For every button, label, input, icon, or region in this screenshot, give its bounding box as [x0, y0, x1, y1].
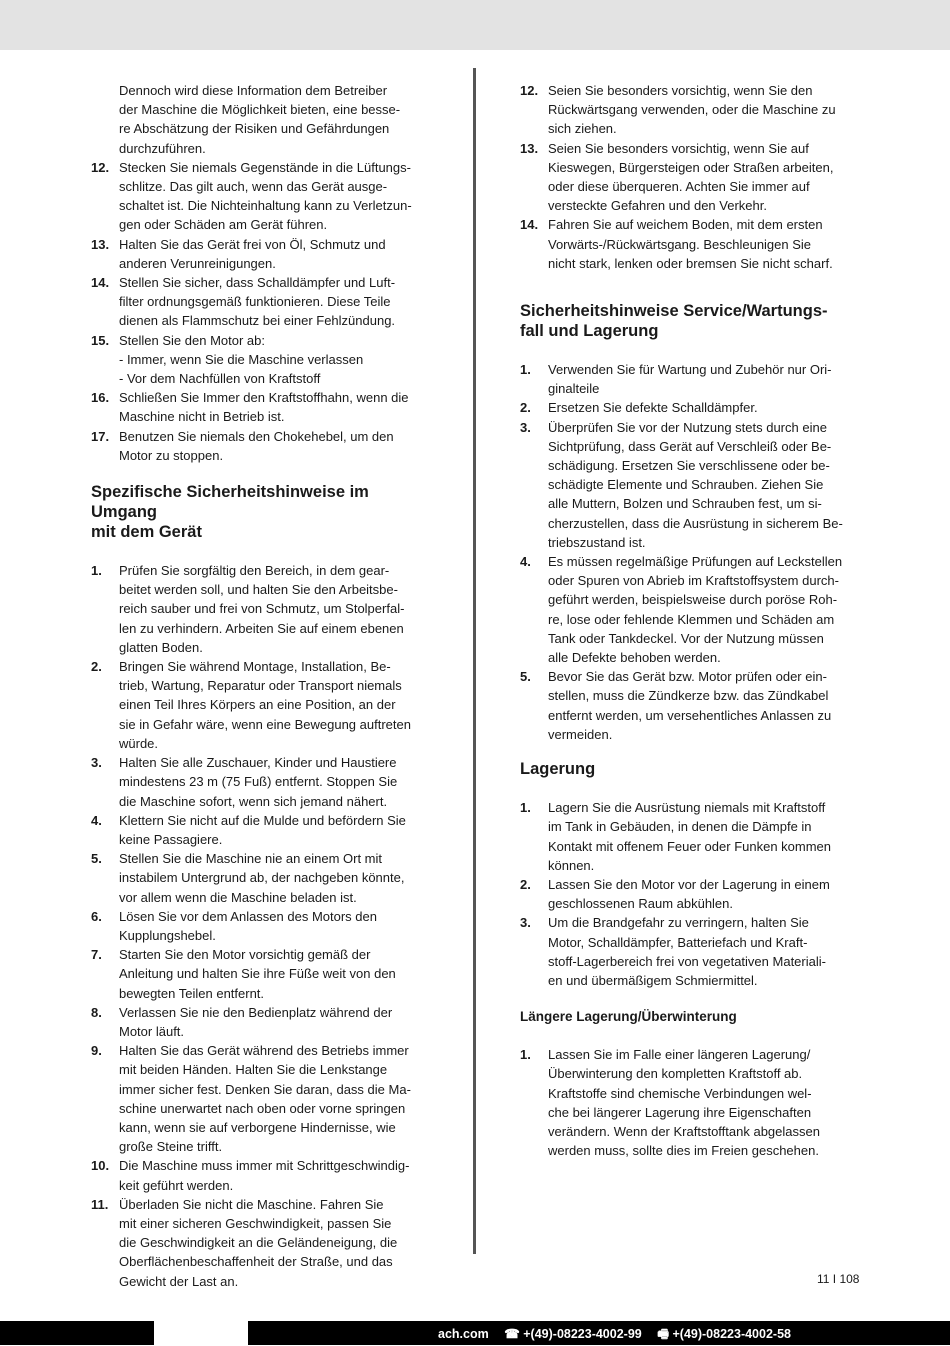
page-number: 11 I 108 — [817, 1272, 860, 1286]
list-item-text: Lagern Sie die Ausrüstung niemals mit Kraftstoff im Tank in Gebäuden, in denen die Dämpfe in Kontakt mit offenem Feuer oder Funken kommen können. — [548, 800, 832, 873]
list-item-text: Überladen Sie nicht die Maschine. Fahren Sie mit einer sicheren Geschwindigkeit, passen Sie die Geschwindigkeit an die Geländeneigung, die Oberflächenbeschaffenheit der Straße, und das Gewicht der Last an. — [119, 1196, 398, 1289]
list-item — [91, 811, 431, 849]
list-right-c — [520, 798, 860, 990]
list-item-number: 12. — [520, 83, 539, 98]
list-item-text: Seien Sie besonders vorsichtig, wenn Sie den Rückwärtsgang verwenden, oder die Maschine zu sich ziehen. — [548, 83, 836, 137]
list-item-text: Klettern Sie nicht auf die Mulde und befördern Sie keine Passagiere. — [119, 812, 406, 847]
list-item-text: Bringen Sie während Montage, Installation, Be- trieb, Wartung, Reparatur oder Transport niemals einen Teil Ihres Körpers an eine Position, an der sie in Gefahr wäre, wenn eine Bewegung auftreten würde. — [119, 659, 411, 751]
list-item — [520, 913, 860, 990]
list-item-number: 15. — [91, 332, 110, 348]
list-item-text: Lassen Sie im Falle einer längeren Lagerung/ Überwinterung den kompletten Kraftstoff ab. Kraftstoffe sind chemische Verbindungen wel- che bei längerer Lagerung ihre Eigenschaften verändern. Wenn der Kraftstofftank abgelassen werden muss, sollte dies im Freien geschehen. — [548, 1047, 820, 1159]
heading-service-safety: Sicherheitshinweise Service/Wartungs- fall und Lagerung — [520, 302, 828, 341]
list-left-a — [91, 158, 431, 465]
list-item — [91, 427, 431, 465]
list-item — [520, 398, 860, 417]
list-item — [520, 552, 860, 667]
list-item-text: Bevor Sie das Gerät bzw. Motor prüfen oder ein- stellen, muss die Zündkerze bzw. das Zündkabel entfernt werden, um versehentliches Anlassen zu vermeiden. — [548, 669, 832, 742]
list-item-text: Um die Brandgefahr zu verringern, halten Sie Motor, Schalldämpfer, Batteriefach und Kraft- stoff-Lagerbereich frei von vegetativen Materiali- en und übermäßigem Schmiermittel. — [548, 915, 826, 988]
list-item-text: Seien Sie besonders vorsichtig, wenn Sie auf Kieswegen, Bürgersteigen oder Straßen arbeiten, oder diese überqueren. Achten Sie immer auf versteckte Gefahren und den Verkehr. — [548, 140, 834, 214]
list-item-text: Prüfen Sie sorgfältig den Bereich, in dem gear- beitet werden soll, und halten Sie den Arbeitsbe- reich sauber und frei von Schmutz, um Stolperfal- len zu verhindern. Arbeiten Sie auf einem ebenen glatten Boden. — [119, 563, 405, 655]
intro-paragraph — [91, 81, 431, 158]
list-item — [91, 907, 431, 945]
list-item — [91, 1156, 431, 1194]
list-item-text: Ersetzen Sie defekte Schalldämpfer. — [548, 400, 758, 416]
right-column — [520, 81, 860, 1160]
list-item-text: Verwenden Sie für Wartung und Zubehör nur Ori- ginalteile — [548, 362, 832, 397]
list-item — [520, 139, 860, 216]
list-item-text: Verlassen Sie nie den Bedienplatz während der Motor läuft. — [119, 1004, 393, 1039]
list-item-text: Stellen Sie sicher, dass Schalldämpfer und Luft- filter ordnungsgemäß funktionieren. Diese Teile dienen als Flammschutz bei einer Fehlzündung. — [119, 275, 396, 329]
list-item — [91, 388, 431, 426]
list-item — [91, 1195, 431, 1291]
list-item-text: Halten Sie das Gerät während des Betriebs immer mit beiden Händen. Halten Sie die Lenkstange immer sicher fest. Denken Sie daran, dass die Ma- schine unerwartet nach oben oder vorne springen kann, wenn sie auf verborgene Hindernisse, wie große Steine trifft. — [119, 1043, 411, 1155]
list-right-a — [520, 81, 860, 273]
list-item-number: 7. — [91, 947, 102, 963]
list-item-number: 5. — [91, 851, 102, 867]
list-item-number: 3. — [91, 755, 102, 771]
list-right-d — [520, 1045, 860, 1160]
list-item-text: Halten Sie alle Zuschauer, Kinder und Haustiere mindestens 23 m (75 Fuß) entfernt. Stoppen Sie die Maschine sofort, wenn sich jemand nähert. — [119, 755, 398, 809]
list-item-number: 9. — [91, 1043, 102, 1059]
list-item-number: 16. — [91, 390, 110, 406]
list-item-number: 1. — [91, 563, 102, 579]
list-item-text: Halten Sie das Gerät frei von Öl, Schmutz und anderen Verunreinigungen. — [119, 236, 386, 271]
list-item-number: 14. — [520, 217, 539, 233]
list-item-text: Lösen Sie vor dem Anlassen des Motors den Kupplungshebel. — [119, 908, 377, 943]
list-item-text: Starten Sie den Motor vorsichtig gemäß der Anleitung und halten Sie ihre Füße weit von den bewegten Teilen entfernt. — [119, 947, 396, 1001]
list-item-number: 1. — [520, 1047, 531, 1063]
list-item-number: 13. — [520, 140, 539, 156]
list-item-number: 4. — [91, 812, 102, 828]
list-item-number: 11. — [91, 1196, 109, 1212]
list-item-number: 3. — [520, 419, 531, 435]
list-item-number: 10. — [91, 1158, 110, 1174]
list-item — [91, 158, 431, 235]
list-item — [91, 1041, 431, 1156]
list-item — [91, 561, 431, 657]
list-item — [91, 331, 431, 389]
list-item-number: 6. — [91, 908, 102, 924]
list-item — [520, 81, 860, 139]
column-divider — [473, 68, 476, 1254]
list-item-text: Stecken Sie niemals Gegenstände in die Lüftungs- schlitze. Das gilt auch, wenn das Gerät ausge- schaltet ist. Die Nichteinhaltung kann zu Verletzun- gen oder Schäden am Gerät führen. — [119, 159, 412, 233]
list-item — [520, 215, 860, 273]
list-item-text: Die Maschine muss immer mit Schrittgeschwindig- keit geführt werden. — [119, 1158, 410, 1193]
list-item-number: 14. — [91, 275, 110, 291]
list-item — [520, 798, 860, 875]
list-item-text: Stellen Sie die Maschine nie an einem Ort mit instabilem Untergrund ab, der nachgeben könnte, vor allem wenn die Maschine beladen ist. — [119, 851, 405, 905]
list-item — [520, 667, 860, 744]
list-item-text: Lassen Sie den Motor vor der Lagerung in einem geschlossenen Raum abkühlen. — [548, 876, 830, 912]
list-item-number: 4. — [520, 554, 531, 570]
list-item — [91, 945, 431, 1003]
list-item-text: Fahren Sie auf weichem Boden, mit dem ersten Vorwärts-/Rückwärtsgang. Beschleunigen Sie nicht stark, lenken oder bremsen Sie nicht scharf. — [548, 217, 833, 271]
heading-specific-safety: Spezifische Sicherheitshinweise im Umgang mit dem Gerät — [91, 483, 369, 542]
list-item-number: 1. — [520, 362, 531, 378]
list-item-text: Schließen Sie Immer den Kraftstoffhahn, wenn die Maschine nicht in Betrieb ist. — [119, 390, 409, 425]
list-item — [91, 273, 431, 331]
list-item-text: Es müssen regelmäßige Prüfungen auf Leckstellen oder Spuren von Abrieb im Kraftstoffsystem durch- geführt werden, beispielsweise durch poröse Roh- re, lose oder fehlende Klemmen und Schäden am Tank oder Tankdeckel. Vor der Nutzung müssen alle Defekte behoben werden. — [548, 554, 843, 666]
heading-storage: Lagerung — [520, 760, 596, 779]
header-bar — [0, 0, 950, 50]
footer-fax: 🖷 +(49)-08223-4002-58 — [657, 1327, 791, 1341]
list-item-number: 5. — [520, 669, 531, 685]
footer-phone: ☎ +(49)-08223-4002-99 — [504, 1327, 642, 1341]
footer-website[interactable]: ach.com — [438, 1327, 489, 1341]
footer-gap — [154, 1321, 248, 1345]
list-item — [91, 657, 431, 753]
list-item-number: 17. — [91, 428, 110, 444]
list-item — [520, 360, 860, 398]
list-item — [520, 418, 860, 552]
list-item — [520, 875, 860, 913]
list-right-b — [520, 360, 860, 744]
list-item-number: 2. — [520, 876, 531, 892]
list-item-number: 12. — [91, 159, 110, 175]
list-item-number: 2. — [520, 400, 531, 416]
list-item-text: Benutzen Sie niemals den Chokehebel, um den Motor zu stoppen. — [119, 428, 394, 463]
list-item-number: 2. — [91, 659, 102, 675]
left-column — [91, 81, 431, 1291]
list-left-b — [91, 561, 431, 1291]
list-item — [520, 1045, 860, 1160]
footer-contact — [438, 1325, 803, 1346]
list-item-number: 3. — [520, 915, 531, 931]
list-item — [91, 753, 431, 811]
list-item-number: 1. — [520, 800, 531, 816]
list-item-text: Überprüfen Sie vor der Nutzung stets durch eine Sichtprüfung, dass Gerät auf Verschleiß oder Be- schädigung. Ersetzen Sie verschlissene oder be- schädigte Elemente und Schrauben. Ziehen Sie alle Muttern, Bolzen und Schrauben fest, um si- cherzustellen, dass die Ausrüstung in sicherem Be- triebszustand ist. — [548, 419, 843, 550]
list-item-number: 13. — [91, 236, 110, 252]
list-item — [91, 1003, 431, 1041]
list-item-number: 8. — [91, 1004, 102, 1020]
intro-text: Dennoch wird diese Information dem Betreiber der Maschine die Möglichkeit bieten, eine besse- re Abschätzung der Risiken und Gefährdungen durchzuführen. — [119, 83, 401, 156]
list-item-text: Stellen Sie den Motor ab: - Immer, wenn Sie die Maschine verlassen - Vor dem Nachfüllen von Kraftstoff — [119, 332, 364, 387]
list-item — [91, 849, 431, 907]
list-item — [91, 235, 431, 273]
heading-long-storage: Längere Lagerung/Überwinterung — [520, 1009, 737, 1025]
